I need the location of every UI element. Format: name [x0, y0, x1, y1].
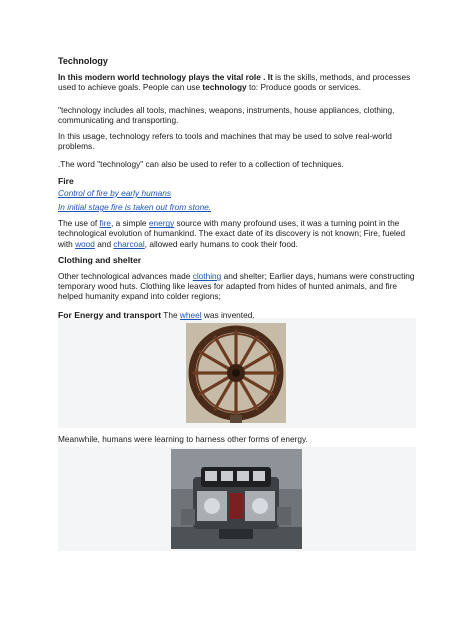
fire-text-c: source with many profound uses, it was a turning point in the technological evolution of humankind. The exact date of its discovery is not known; Fire, fueled with [58, 218, 406, 249]
link-wood[interactable]: wood [75, 238, 95, 249]
intro-rest1: is the skills, methods, and processes used to achieve goals. People can use [58, 72, 411, 93]
link-charcoal[interactable]: charcoal [113, 238, 145, 249]
cloth-text-a: Other technological advances made [58, 271, 193, 282]
energy-heading: For Energy and transport [58, 309, 162, 320]
link-energy[interactable]: energy [148, 218, 175, 229]
usage-paragraph: In this usage, technology refers to tools and machines that may be used to solve real-world problems. [58, 131, 392, 152]
intro-paragraph [58, 72, 418, 92]
document-body [58, 56, 418, 320]
intro-bold-text: In this modern world technology plays the vital role . [58, 72, 266, 83]
link-fire[interactable]: fire [99, 218, 112, 229]
link-wheel[interactable]: wheel [179, 309, 202, 320]
fire-text-d: and [94, 238, 114, 249]
cloth-text-b: and shelter; Earlier days, humans were constructing temporary wood huts. Clothing like leaves for adapted from hides of hunted animals, and fire helped humanity expand into colder regions; [58, 271, 415, 302]
intro-rest2: to: Produce goods or services. [246, 82, 362, 93]
page-title: Technology [58, 56, 108, 66]
fire-link-stone[interactable]: In initial stage fire is taken out from stone. [58, 202, 212, 213]
intro-it: It [267, 72, 273, 83]
fire-paragraph [58, 218, 418, 249]
fire-text-a: The use of [58, 218, 100, 229]
fire-link-control[interactable]: Control of fire by early humans [58, 187, 171, 198]
fire-text-b: , a simple [111, 218, 149, 229]
clothing-heading: Clothing and shelter [58, 254, 142, 265]
wooden-wheel-image [186, 323, 286, 423]
energy-caption: Meanwhile, humans were learning to harness other forms of energy. [58, 434, 308, 444]
link-clothing[interactable]: clothing [192, 271, 222, 282]
clothing-paragraph [58, 271, 418, 302]
energy-text-a: The [161, 309, 180, 320]
engine-image [171, 449, 302, 549]
energy-text-b: was invented. [201, 309, 255, 320]
fire-heading: Fire [58, 175, 74, 186]
word-paragraph: .The word "technology" can also be used to refer to a collection of techniques. [58, 159, 344, 170]
tools-paragraph: "technology includes all tools, machines, weapons, instruments, house appliances, clothing, communicating and transporting. [58, 104, 395, 125]
fire-text-e: , allowed early humans to cook their food. [144, 238, 298, 249]
intro-technology: technology [202, 82, 247, 93]
energy-paragraph [58, 310, 418, 320]
